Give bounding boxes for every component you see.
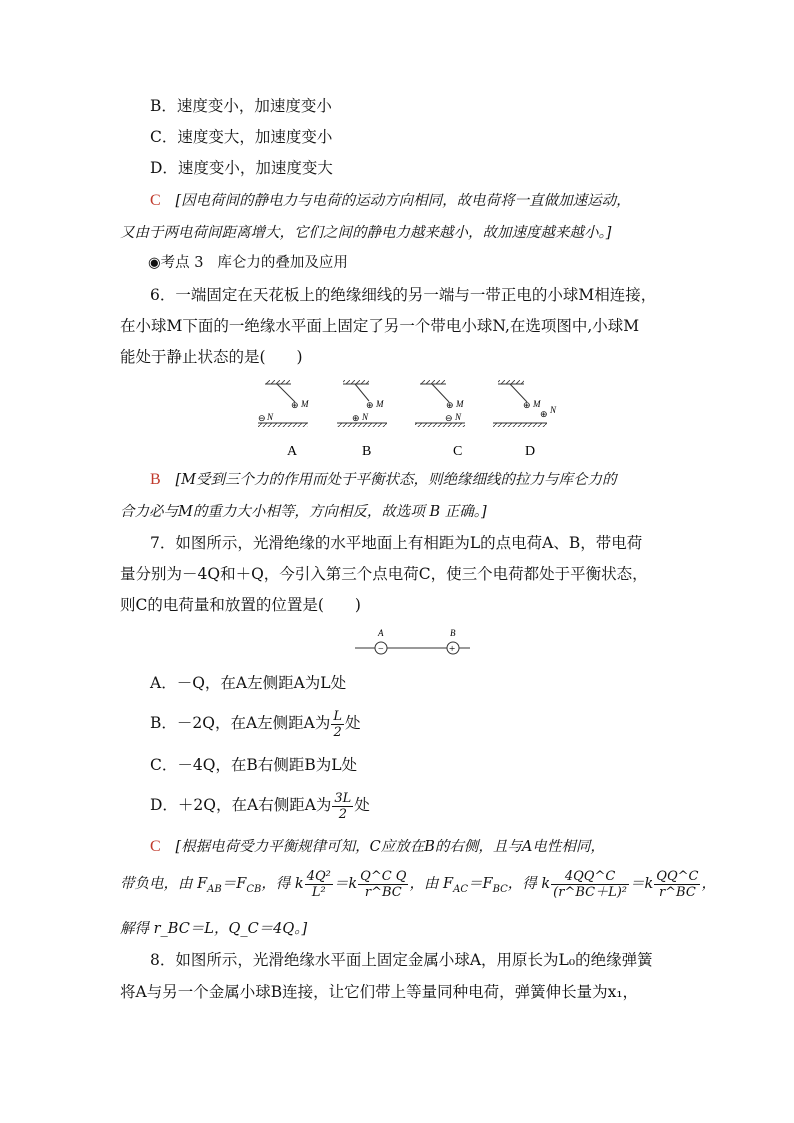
q6-charge-m: ⊕ [523, 400, 531, 410]
q7-formula-3: $\frac{4QQ\^{}C}{\text{(r\textasciicircum{}BC＋L)²}}$ [553, 868, 627, 900]
q6-charge-m: ⊕ [366, 400, 374, 410]
q6-answer: B [150, 471, 161, 488]
q6-label-n: N [550, 405, 557, 415]
q7-option-c: C．－4Q，在B右侧距B为L处 [150, 756, 358, 774]
q7-option-d-fraction [332, 791, 353, 822]
section-heading [148, 253, 348, 273]
q5-solution-line-1 [150, 190, 631, 211]
q7-solution-text-1: [根据电荷受力平衡规律可知，C应放在B的右侧，且与A电性相同， [175, 839, 605, 855]
q6-solution-text-2: 合力必与M的重力大小相等，方向相反，故选项 B 正确。] [120, 504, 487, 520]
q7-stem-line-3: 则C的电荷量和放置的位置是( ) [120, 596, 361, 614]
q6-stem-line-2: 在小球M下面的一绝缘水平面上固定了另一个带电小球N,在选项图中,小球M [120, 317, 640, 335]
q7-label-a: A [378, 628, 384, 638]
q7-option-d-suffix: 处 [354, 796, 370, 814]
q6-label-n: N [455, 412, 462, 422]
q6-charge-n: ⊖ [258, 413, 266, 423]
q7-option-d [150, 790, 370, 822]
q6-label-m: M [456, 399, 464, 409]
q6-solution-line-2 [120, 501, 487, 522]
q6-charge-n: ⊕ [540, 409, 548, 419]
q6-label-n: N [267, 412, 274, 422]
q7-stem-line-1: 7．如图所示，光滑绝缘的水平地面上有相距为L的点电荷A、B，带电荷 [150, 534, 643, 552]
q7-option-a: A．－Q，在A左侧距A为L处 [150, 674, 347, 692]
section-title: 库仑力的叠加及应用 [217, 255, 348, 271]
q7-answer: C [150, 838, 161, 855]
q7-option-b-den: 2 [333, 724, 342, 740]
q6-label-d: D [525, 444, 536, 459]
q7-figure [350, 625, 480, 661]
q8-stem-line-1: 8．如图所示，光滑绝缘水平面上固定金属小球A，用原长为L₀的绝缘弹簧 [150, 951, 653, 969]
q7-option-b-fraction [331, 709, 344, 740]
q7-formula-4: $\frac{QQ\^{}C}{r\^{}BC}$ [656, 868, 699, 900]
q7-stem-line-2: 量分别为－4Q和＋Q，今引入第三个点电荷C，使三个电荷都处于平衡状态， [120, 565, 648, 583]
q6-charge-n: ⊖ [445, 413, 453, 423]
q6-stem-line-3: 能处于静止状态的是( ) [120, 348, 303, 366]
q6-solution-line-1 [150, 469, 616, 490]
q5-option-c: C．速度变大，加速度变小 [150, 128, 333, 146]
q7-option-d-den: 2 [338, 806, 347, 822]
q7-formula-2: $\frac{\text{Q\textasciicircum{}C Q}}{r\^{}BC}$ [360, 868, 407, 900]
q7-solution-line-2: 带负电，由 $F_{AB}=F_{CB}$，得 k $\frac{\text{4Q²}}{\text{L²}}$ ＝k $\frac{\text{Q\textasciicircum{}C Q}}{r\^{}BC}$ ，由 $F_{AC}=F_{BC}$，得 k $\frac{4QQ\^{}C}{\text{(r\textasciicircum{}BC＋L)²}}$ ＝k $\frac{QQ\^{}C}{r\^{}BC}$ ， [120, 868, 716, 900]
q6-label-b: B [362, 444, 372, 459]
q5-solution-text-2: 又由于两电荷间距离增大，它们之间的静电力越来越小，故加速度越来越小。] [120, 225, 612, 241]
q6-label-n: N [362, 412, 369, 422]
q6-label-m: M [533, 399, 541, 409]
q7-option-d-text: D．＋2Q，在A右侧距A为 [150, 796, 332, 814]
q6-options-figure [255, 375, 575, 465]
q7-formula-1: $\frac{\text{4Q²}}{\text{L²}}$ [306, 868, 331, 900]
q5-option-b: B．速度变小，加速度变小 [150, 97, 332, 115]
q6-stem-line-1: 6．一端固定在天花板上的绝缘细线的另一端与一带正电的小球M相连接， [150, 286, 657, 304]
q5-answer: C [150, 192, 161, 209]
q7-solution-line-1 [150, 836, 605, 857]
q7-solution-text-3: 解得 r_BC＝L，Q_C＝4Q。] [120, 921, 308, 937]
q6-charge-m: ⊕ [446, 400, 454, 410]
q6-label-c: C [453, 444, 463, 459]
q7-option-d-num: 3L [334, 790, 352, 806]
q6-label-m: M [301, 399, 309, 409]
q6-solution-text-1: [M受到三个力的作用而处于平衡状态，则绝缘细线的拉力与库仑力的 [175, 472, 617, 488]
q6-label-a: A [287, 444, 298, 459]
q7-sign-a: − [378, 644, 384, 655]
q8-stem-line-2: 将A与另一个金属小球B连接，让它们带上等量同种电荷，弹簧伸长量为x₁， [120, 983, 639, 1001]
q6-charge-m: ⊕ [291, 400, 299, 410]
q6-figure-d [493, 380, 557, 427]
q7-option-b-num: L [333, 708, 342, 724]
q7-option-b [150, 708, 361, 740]
q5-solution-line-2 [120, 222, 611, 243]
q7-option-b-suffix: 处 [345, 714, 361, 732]
q6-charge-n: ⊕ [352, 413, 360, 423]
section-marker: ◉考点 3 [148, 255, 204, 271]
q6-label-m: M [376, 399, 384, 409]
q7-option-b-text: B．－2Q，在A左侧距A为 [150, 714, 331, 732]
q5-option-d: D．速度变小，加速度变大 [150, 159, 333, 177]
q6-figure-b [337, 380, 387, 427]
q6-figure-a [258, 380, 309, 427]
q7-solution-line-3 [120, 918, 307, 939]
q7-label-b: B [450, 628, 456, 638]
q6-figure-c [415, 380, 465, 427]
q5-solution-text-1: [因电荷间的静电力与电荷的运动方向相同，故电荷将一直做加速运动， [175, 193, 631, 209]
q7-sign-b: + [449, 643, 456, 655]
